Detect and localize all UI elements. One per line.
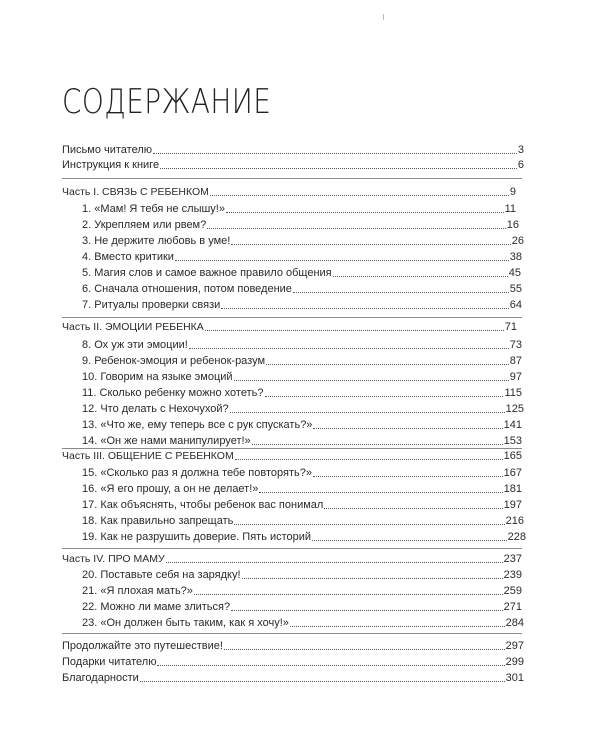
leader-dots [235, 459, 503, 460]
part-title: Часть IV. ПРО МАМУ [62, 553, 165, 565]
toc-entry-label: 14. «Он же нами манипулирует!» [82, 435, 251, 447]
toc-entry-page: 71 [504, 321, 517, 333]
toc-entry-label: 3. Не держите любовь в уме! [82, 235, 231, 247]
toc-entry-label: 9. Ребенок-эмоция и ребенок-разум [82, 355, 266, 367]
toc-entry-label: 1. «Мам! Я тебя не слышу!» [82, 203, 225, 215]
toc-entry-label: Благодарности [62, 672, 139, 684]
toc-entry-page: 64 [509, 299, 522, 311]
toc-entry-page: 301 [505, 672, 524, 684]
toc-entry-label: 11. Сколько ребенку можно хотеть? [82, 387, 264, 399]
leader-dots [259, 492, 502, 493]
part-title: Часть I. СВЯЗЬ С РЕБЕНКОМ [62, 186, 209, 198]
toc-entry-page: 55 [509, 283, 522, 295]
toc-entry-label: Продолжайте это путешествие! [62, 640, 223, 652]
toc-entry-page: 87 [509, 355, 522, 367]
toc-entry-page: 259 [503, 585, 522, 597]
toc-entry-back[interactable] [62, 637, 524, 653]
toc-chapter[interactable] [82, 416, 522, 432]
toc-entry-page: 141 [503, 419, 522, 431]
toc-chapter[interactable] [82, 336, 522, 352]
toc-entry-page: 73 [509, 339, 522, 351]
toc-entry-front[interactable] [62, 156, 524, 172]
toc-entry-label: 7. Ритуалы проверки связи [82, 299, 221, 311]
toc-entry-page: 9 [509, 186, 516, 198]
toc-entry-page: 3 [517, 144, 524, 156]
toc-chapter[interactable] [82, 248, 522, 264]
toc-entry-front[interactable] [62, 141, 524, 157]
toc-entry-label: 20. Поставьте себя на зарядку! [82, 569, 241, 581]
leader-dots [265, 396, 504, 397]
toc-entry-page: 153 [503, 435, 522, 447]
toc-part-heading[interactable] [62, 550, 522, 566]
toc-entry-back[interactable] [62, 653, 524, 669]
toc-entry-label: 21. «Я плохая мать?» [82, 585, 193, 597]
toc-entry-page: 6 [517, 159, 524, 171]
toc-entry-page: 125 [505, 403, 524, 415]
toc-entry-page: 38 [509, 251, 522, 263]
toc-entry-label: Письмо читателю [62, 144, 153, 156]
toc-chapter[interactable] [82, 280, 522, 296]
page-title: СОДЕРЖАНИЕ [62, 82, 272, 122]
toc-chapter[interactable] [82, 528, 526, 544]
leader-dots [157, 665, 504, 666]
toc-chapter[interactable] [82, 296, 522, 312]
toc-entry-label: 12. Что делать с Нехочухой? [82, 403, 229, 415]
toc-entry-label: 4. Вместо критики [82, 251, 174, 263]
toc-entry-label: 8. Ох уж эти эмоции! [82, 339, 188, 351]
toc-entry-label: 6. Сначала отношения, потом поведение [82, 283, 292, 295]
part-title: Часть II. ЭМОЦИИ РЕБЕНКА [62, 321, 204, 333]
leader-dots [313, 428, 502, 429]
toc-entry-label: 18. Как правильно запрещать [82, 515, 234, 527]
leader-dots [226, 212, 504, 213]
toc-entry-page: 165 [503, 450, 522, 462]
toc-entry-page: 11 [504, 203, 516, 215]
leader-dots [266, 364, 509, 365]
leader-dots [189, 348, 509, 349]
toc-entry-page: 284 [505, 617, 524, 629]
toc-chapter[interactable] [82, 384, 522, 400]
toc-part-heading[interactable] [62, 447, 522, 463]
toc-entry-label: 16. «Я его прошу, а он не делает!» [82, 483, 259, 495]
toc-entry-label: 23. «Он должен быть таким, как я хочу!» [82, 617, 289, 629]
toc-entry-label: 10. Говорим на языке эмоций [82, 371, 233, 383]
leader-dots [207, 228, 506, 229]
leader-dots [333, 276, 508, 277]
leader-dots [293, 292, 509, 293]
toc-entry-page: 26 [511, 235, 524, 247]
toc-chapter[interactable] [82, 216, 519, 232]
leader-dots [234, 524, 504, 525]
leader-dots [312, 540, 507, 541]
leader-dots [313, 476, 503, 477]
leader-dots [234, 380, 509, 381]
toc-chapter[interactable] [82, 368, 522, 384]
leader-dots [153, 153, 517, 154]
leader-dots [205, 330, 504, 331]
toc-chapter[interactable] [82, 352, 522, 368]
toc-chapter[interactable] [82, 232, 524, 248]
section-divider [62, 548, 522, 549]
toc-entry-label: Инструкция к книге [62, 159, 160, 171]
toc-entry-label: 17. Как объяснять, чтобы ребенок вас понимал [82, 499, 324, 511]
toc-chapter[interactable] [82, 598, 522, 614]
toc-chapter[interactable] [82, 464, 522, 480]
toc-entry-page: 45 [508, 267, 521, 279]
toc-entry-page: 97 [509, 371, 522, 383]
toc-entry-label: 15. «Сколько раз я должна тебе повторять?» [82, 467, 312, 479]
toc-entry-label: 2. Укрепляем или рвем? [82, 219, 207, 231]
section-divider [62, 633, 522, 634]
toc-chapter[interactable] [82, 400, 524, 416]
leader-dots [160, 168, 517, 169]
leader-dots [290, 626, 505, 627]
toc-entry-page: 228 [507, 531, 526, 543]
toc-chapter[interactable] [82, 200, 516, 216]
part-title: Часть III. ОБЩЕНИЕ С РЕБЕНКОМ [62, 450, 234, 462]
toc-entry-back[interactable] [62, 669, 524, 685]
leader-dots [252, 444, 503, 445]
toc-chapter[interactable] [82, 582, 522, 598]
toc-entry-label: Подарки читателю [62, 656, 157, 668]
toc-entry-page: 167 [503, 467, 522, 479]
toc-entry-label: 13. «Что же, ему теперь все с рук спускать?» [82, 419, 313, 431]
leader-dots [242, 578, 503, 579]
toc-entry-page: 299 [505, 656, 524, 668]
toc-part-heading[interactable] [62, 318, 517, 334]
toc-entry-page: 237 [503, 553, 522, 565]
toc-entry-page: 197 [503, 499, 522, 511]
toc-chapter[interactable] [82, 432, 522, 448]
toc-chapter[interactable] [82, 512, 524, 528]
toc-chapter[interactable] [82, 480, 522, 496]
leader-dots [231, 610, 503, 611]
leader-dots [230, 412, 505, 413]
leader-dots [175, 260, 509, 261]
toc-entry-page: 181 [503, 483, 522, 495]
leader-dots [140, 681, 505, 682]
leader-dots [194, 594, 503, 595]
toc-chapter[interactable] [82, 614, 524, 630]
leader-dots [166, 562, 503, 563]
toc-entry-page: 239 [503, 569, 522, 581]
leader-dots [221, 308, 508, 309]
page-mark [383, 14, 384, 20]
leader-dots [324, 508, 502, 509]
toc-entry-label: 19. Как не разрушить доверие. Пять историй [82, 531, 312, 543]
toc-entry-label: 5. Магия слов и самое важное правило общения [82, 267, 332, 279]
leader-dots [210, 195, 509, 196]
toc-chapter[interactable] [82, 496, 522, 512]
toc-chapter[interactable] [82, 264, 521, 280]
leader-dots [231, 244, 510, 245]
toc-entry-page: 115 [504, 387, 522, 399]
toc-entry-page: 297 [505, 640, 524, 652]
toc-part-heading[interactable] [62, 183, 516, 199]
section-divider [62, 178, 522, 179]
toc-entry-label: 22. Можно ли маме злиться? [82, 601, 231, 613]
toc-entry-page: 216 [505, 515, 524, 527]
toc-entry-page: 271 [503, 601, 522, 613]
toc-entry-page: 16 [506, 219, 519, 231]
toc-chapter[interactable] [82, 566, 522, 582]
leader-dots [224, 649, 505, 650]
